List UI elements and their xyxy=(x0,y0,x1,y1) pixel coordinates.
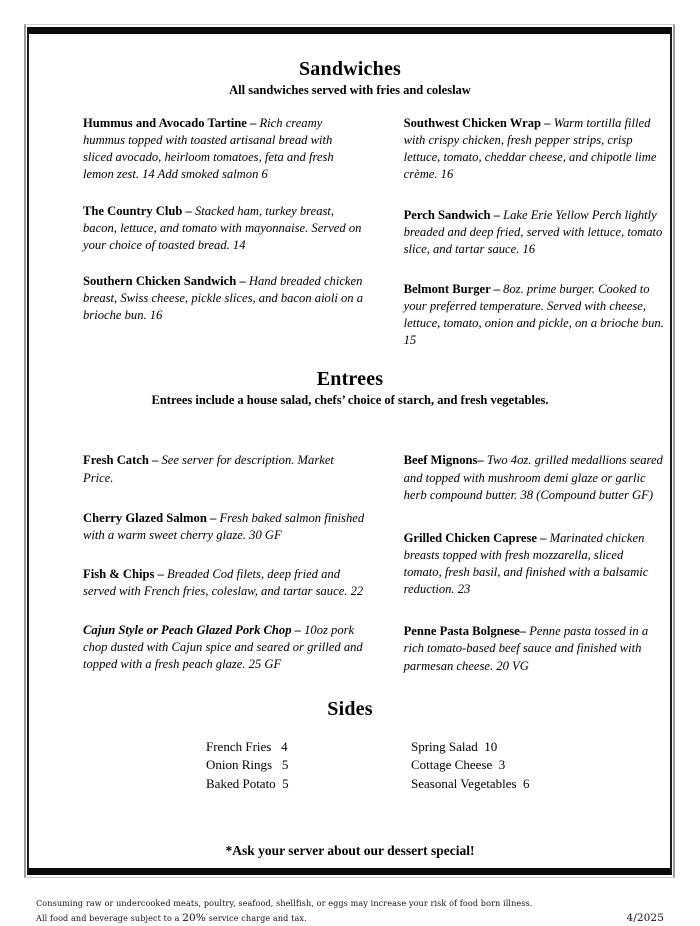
menu-item-dash: – xyxy=(236,273,249,288)
sides-left-column xyxy=(206,738,411,793)
menu-item-dash: – xyxy=(519,624,530,639)
service-charge-pre: All food and beverage subject to a xyxy=(36,912,183,923)
menu-item xyxy=(404,530,664,599)
menu-item-dash: – xyxy=(246,116,260,130)
section-subtitle-sandwiches: All sandwiches served with fries and coleslaw xyxy=(229,83,471,97)
menu-item-dash: – xyxy=(477,453,487,468)
menu-item-name: Belmont Burger xyxy=(403,281,491,296)
menu-item xyxy=(404,115,664,184)
sides-columns xyxy=(36,738,664,793)
menu-item-dash: – xyxy=(154,566,167,581)
menu-item-name: Perch Sandwich xyxy=(403,207,491,222)
menu-item xyxy=(83,510,365,544)
menu-item xyxy=(404,452,664,503)
menu-item-dash: – xyxy=(490,207,504,222)
menu-item-name: Cherry Glazed Salmon xyxy=(83,510,207,525)
menu-item-dash: – xyxy=(490,281,504,296)
menu-content xyxy=(36,40,664,924)
menu-item-dash: – xyxy=(182,203,195,218)
menu-item-dash: – xyxy=(541,116,554,130)
sandwiches-left-column xyxy=(83,115,365,362)
entrees-left-column xyxy=(83,452,365,687)
menu-item-name: Fish & Chips xyxy=(83,566,155,581)
menu-item xyxy=(83,115,365,184)
footer-disclaimer xyxy=(36,897,664,926)
menu-item xyxy=(83,622,365,673)
menu-item-name: Cajun Style or Peach Glazed Pork Chop xyxy=(83,623,292,638)
menu-item-description: Stacked ham, turkey breast, bacon, lettuce, and tomato with mayonnaise. Served on your choice of toasted bread. 14 xyxy=(83,203,362,252)
menu-item-name: Hummus and Avocado Tartine xyxy=(83,116,247,130)
side-item: Spring Salad 10 xyxy=(411,738,498,754)
side-item: Onion Rings 5 xyxy=(206,757,289,773)
menu-item-description: Rich creamy hummus topped with toasted artisanal bread with sliced avocado, heirloom tomatoes, feta and fresh lemon zest. 14 Add smoked salmon 6 xyxy=(83,116,334,182)
menu-item-description: Lake Erie Yellow Perch lightly breaded and deep fried, served with lettuce, tomato slice, and tartar sauce. 16 xyxy=(403,207,663,256)
side-item: French Fries 4 xyxy=(206,738,288,754)
menu-item xyxy=(404,281,664,350)
menu-item-description: Penne pasta tossed in a rich tomato-based beef sauce and finished with parmesan cheese. 20 VG xyxy=(403,624,649,673)
service-charge-post: service charge and tax. xyxy=(205,912,307,923)
dessert-special-note: *Ask your server about our dessert special! xyxy=(225,842,475,858)
menu-item-description: 8oz. prime burger. Cooked to your preferred temperature. Served with cheese, lettuce, tomato, onion and pickle, on a brioche bun. 15 xyxy=(403,281,664,348)
side-item: Baked Potato 5 xyxy=(206,775,289,791)
menu-item-description: Hand breaded chicken breast, Swiss cheese, pickle slices, and bacon aioli on a brioche bun. 16 xyxy=(83,273,364,323)
menu-item xyxy=(83,452,365,486)
section-subtitle-entrees: Entrees include a house salad, chefs’ choice of starch, and fresh vegetables. xyxy=(151,393,549,408)
section-title-sides: Sides xyxy=(327,697,373,720)
sandwiches-columns xyxy=(36,115,664,362)
disclaimer-line-2 xyxy=(36,910,307,926)
menu-item xyxy=(83,273,365,324)
sides-right-column xyxy=(411,738,530,793)
section-title-entrees: Entrees xyxy=(316,368,384,391)
menu-item xyxy=(83,566,365,600)
menu-item-description: Warm tortilla filled with crispy chicken, fresh pepper strips, crisp lettuce, tomato, cheddar cheese, and chipotle lime crème. 16 xyxy=(403,116,657,182)
menu-item-dash: – xyxy=(148,453,162,468)
menu-item-name: Grilled Chicken Caprese xyxy=(403,530,538,545)
menu-item-name: Fresh Catch xyxy=(83,453,149,468)
disclaimer-line-2-row xyxy=(36,910,664,926)
menu-item-name: The Country Club xyxy=(83,203,183,218)
menu-item-dash: – xyxy=(537,530,550,545)
menu-item-description: 10oz pork chop dusted with Cajun spice and seared or grilled and topped with a fresh peach glaze. 25 GF xyxy=(83,623,363,672)
section-title-sandwiches: Sandwiches xyxy=(298,58,402,80)
menu-item-name: Southwest Chicken Wrap xyxy=(403,116,542,130)
menu-item-dash: – xyxy=(291,623,305,638)
menu-item xyxy=(404,623,664,674)
side-item: Cottage Cheese 3 xyxy=(411,757,506,773)
menu-item-description: Marinated chicken breasts topped with fresh mozzarella, sliced tomato, fresh basil, and finished with a balsamic reduction. 23 xyxy=(403,530,649,597)
menu-item-description: Fresh baked salmon finished with a warm sweet cherry glaze. 30 GF xyxy=(83,510,365,542)
disclaimer-line-1: Consuming raw or undercooked meats, poultry, seafood, shellfish, or eggs may increase your risk of food born illness. xyxy=(36,897,533,908)
menu-item-description: Breaded Cod filets, deep fried and served with French fries, coleslaw, and tartar sauce. 22 xyxy=(83,566,364,598)
side-item: Seasonal Vegetables 6 xyxy=(411,775,530,791)
menu-date: 4/2025 xyxy=(626,911,664,924)
service-charge-percent: 20% xyxy=(182,911,206,924)
menu-item-name: Penne Pasta Bolgnese xyxy=(403,624,520,639)
menu-item-description: Two 4oz. grilled medallions seared and topped with mushroom demi glaze or garlic herb compound butter. 38 (Compound butter GF) xyxy=(403,453,663,502)
menu-item-dash: – xyxy=(206,510,220,525)
menu-item-name: Southern Chicken Sandwich xyxy=(83,273,237,288)
menu-item xyxy=(404,207,664,258)
entrees-right-column xyxy=(404,452,664,687)
menu-item xyxy=(83,203,365,254)
sandwiches-right-column xyxy=(404,115,664,362)
menu-item-description: See server for description. Market Price. xyxy=(83,453,334,485)
menu-item-name: Beef Mignons xyxy=(403,453,478,468)
entrees-columns xyxy=(36,452,664,687)
